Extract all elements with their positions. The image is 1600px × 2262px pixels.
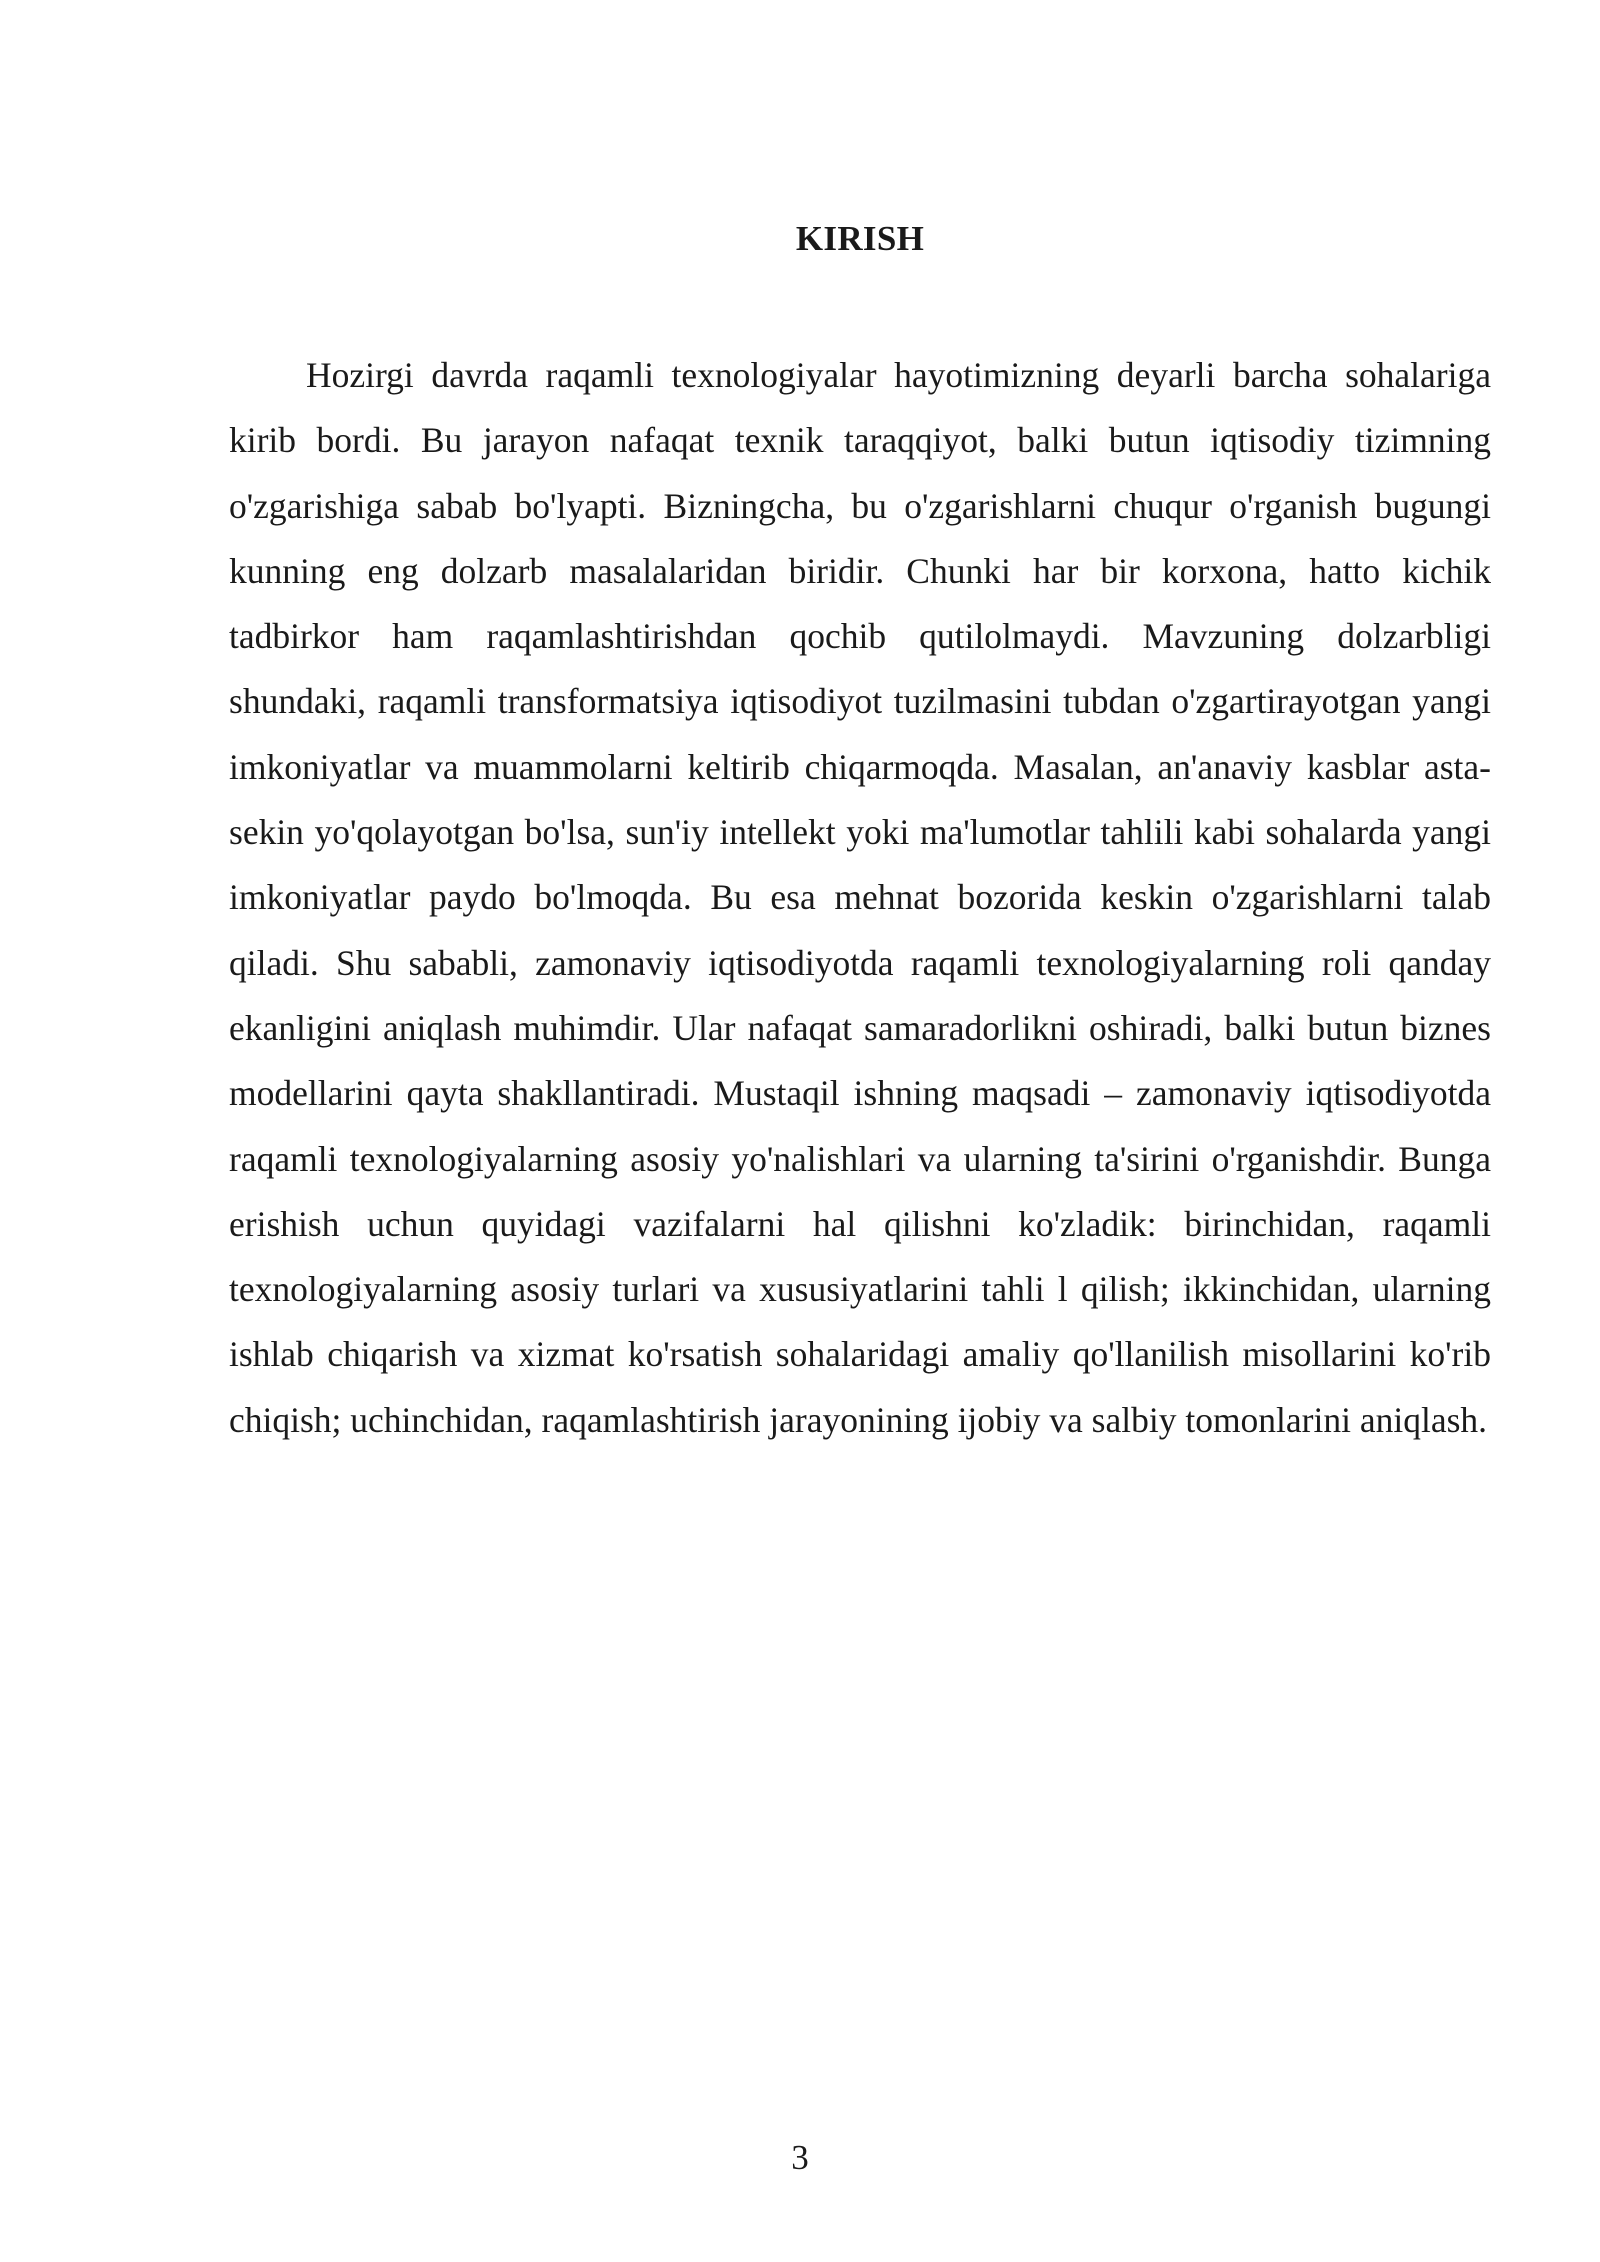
section-heading: KIRISH: [795, 219, 925, 258]
page-number: 3: [791, 2138, 809, 2177]
introduction-paragraph: Hozirgi davrda raqamli texnologiyalar hayotimizning deyarli barcha sohalariga kirib bordi. Bu jarayon nafaqat texnik taraqqiyot, balki butun iqtisodiy tizimning o'zgarishiga sabab bo'lyapti. Bizningcha, bu o'zgarishlarni chuqur o'rganish bugungi kunning eng dolzarb masalalaridan biridir. Chunki har bir korxona, hatto kichik tadbirkor ham raqamlashtirishdan qochib qutilolmaydi. Mavzuning dolzarbligi shundaki, raqamli transformatsiya iqtisodiyot tuzilmasini tubdan o'zgartirayotgan yangi imkoniyatlar va muammolarni keltirib chiqarmoqda. Masalan, an'anaviy kasblar asta-sekin yo'qolayotgan bo'lsa, sun'iy intellekt yoki ma'lumotlar tahlili kabi sohalarda yangi imkoniyatlar paydo bo'lmoqda. Bu esa mehnat bozorida keskin o'zgarishlarni talab qiladi. Shu sababli, zamonaviy iqtisodiyotda raqamli texnologiyalarning roli qanday ekanligini aniqlash muhimdir. Ular nafaqat samaradorlikni oshiradi, balki butun biznes modellarini qayta shakllantiradi. Mustaqil ishning maqsadi – zamonaviy iqtisodiyotda raqamli texnologiyalarning asosiy yo'nalishlari va ularning ta'sirini o'rganishdir. Bunga erishish uchun quyidagi vazifalarni hal qilishni ko'zladik: birinchidan, raqamli texnologiyalarning asosiy turlari va xususiyatlarini tahli l qilish; ikkinchidan, ularning ishlab chiqarish va xizmat ko'rsatish sohalaridagi amaliy qo'llanilish misollarini ko'rib chiqish; uchinchidan, raqamlashtirish jarayonining ijobiy va salbiy tomonlarini aniqlash.: [229, 355, 1491, 1440]
